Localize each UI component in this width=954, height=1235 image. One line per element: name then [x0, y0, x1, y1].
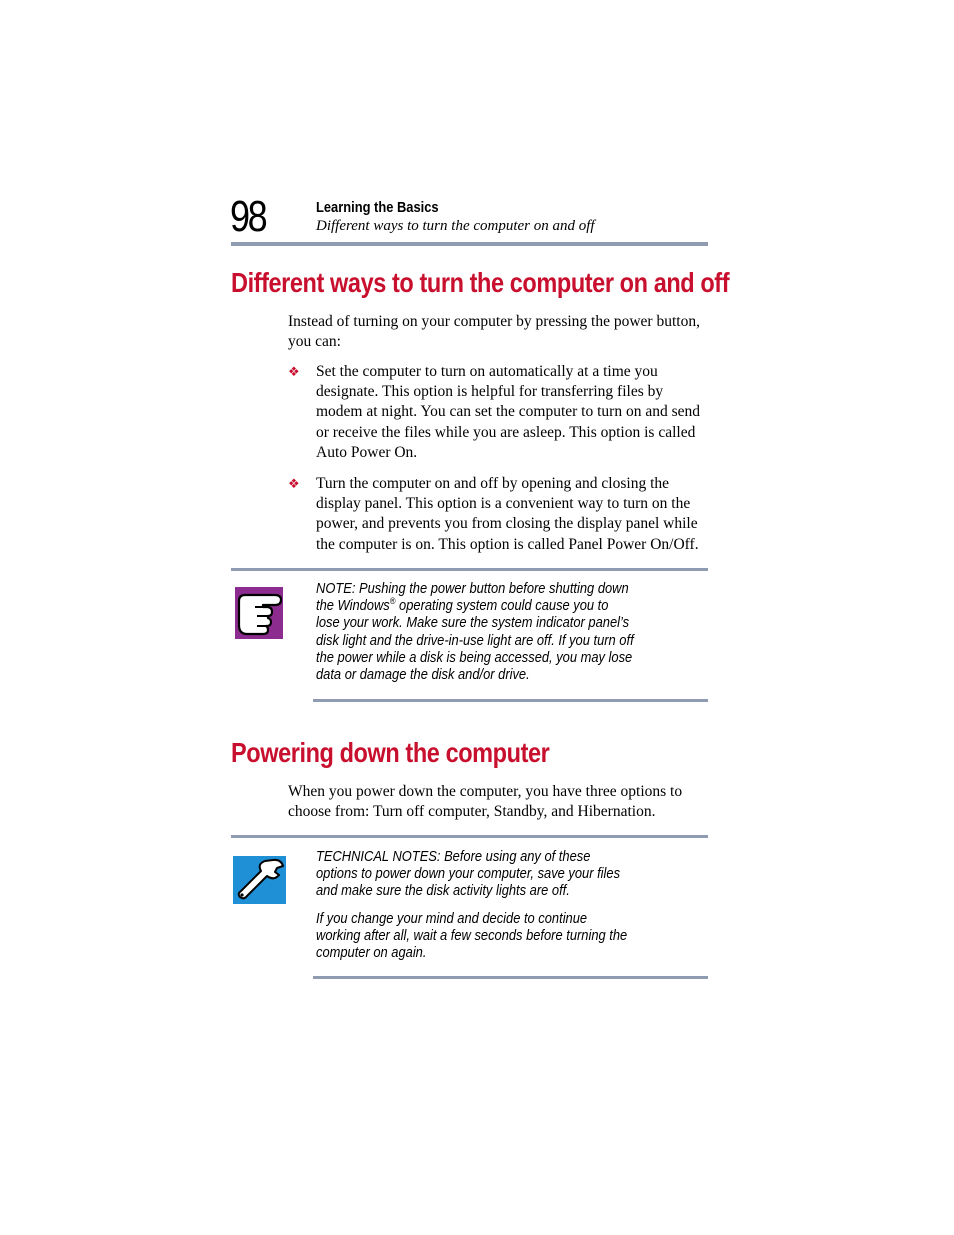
tech-note-paragraph: If you change your mind and decide to continue working after all, wait a few seconds before turning the computer on again.	[316, 909, 628, 962]
wrench-icon	[233, 856, 286, 904]
section-heading: Different ways to turn the computer on and off	[231, 267, 730, 298]
page-number: 98	[230, 192, 266, 241]
section-subtitle: Different ways to turn the computer on and off	[316, 218, 595, 234]
bullet-list	[288, 362, 710, 566]
tech-note-top-rule	[231, 835, 708, 838]
section-heading: Powering down the computer	[231, 737, 550, 768]
list-item	[288, 474, 710, 555]
pointing-hand-icon	[235, 587, 283, 639]
note-text-part2: operating system could cause you to lose your work. Make sure the system indicator panel’s disk light and the drive-in-use light are off. If you turn off the power while a disk is being accessed, you may lose data or damage the disk and/or drive.	[316, 597, 634, 684]
intro-paragraph: Instead of turning on your computer by pressing the power button, you can:	[288, 313, 700, 351]
note-top-rule	[231, 568, 708, 571]
running-header	[316, 199, 595, 235]
note-bottom-rule	[313, 699, 708, 702]
chapter-title: Learning the Basics	[316, 199, 439, 216]
intro-paragraph: When you power down the computer, you have three options to choose from: Turn off computer, Standby, and Hibernation.	[288, 783, 683, 821]
registered-mark: ®	[389, 596, 396, 607]
header-rule	[231, 242, 708, 246]
list-item	[288, 362, 710, 463]
tech-note-paragraph: TECHNICAL NOTES: Before using any of these options to power down your computer, save your files and make sure the disk activity lights are off.	[316, 848, 621, 900]
note-text-part1: NOTE: Pushing the power button before shutting down the Windows	[316, 580, 629, 615]
tech-note-bottom-rule	[313, 976, 708, 979]
diamond-bullet-icon: ❖	[288, 476, 300, 492]
diamond-bullet-icon: ❖	[288, 364, 300, 379]
tech-note-text	[316, 848, 634, 961]
bullet-text: Set the computer to turn on automatically at a time you designate. This option is helpful for transferring files by modem at night. You can set the computer to turn on and send or receive the files while you are asleep. This option is called Auto Power On.	[316, 363, 700, 461]
note-text	[316, 580, 634, 683]
bullet-text: Turn the computer on and off by opening and closing the display panel. This option is a convenient way to turn on the power, and prevents you from closing the display panel while the computer is on. This option is called Panel Power On/Off.	[316, 475, 699, 553]
